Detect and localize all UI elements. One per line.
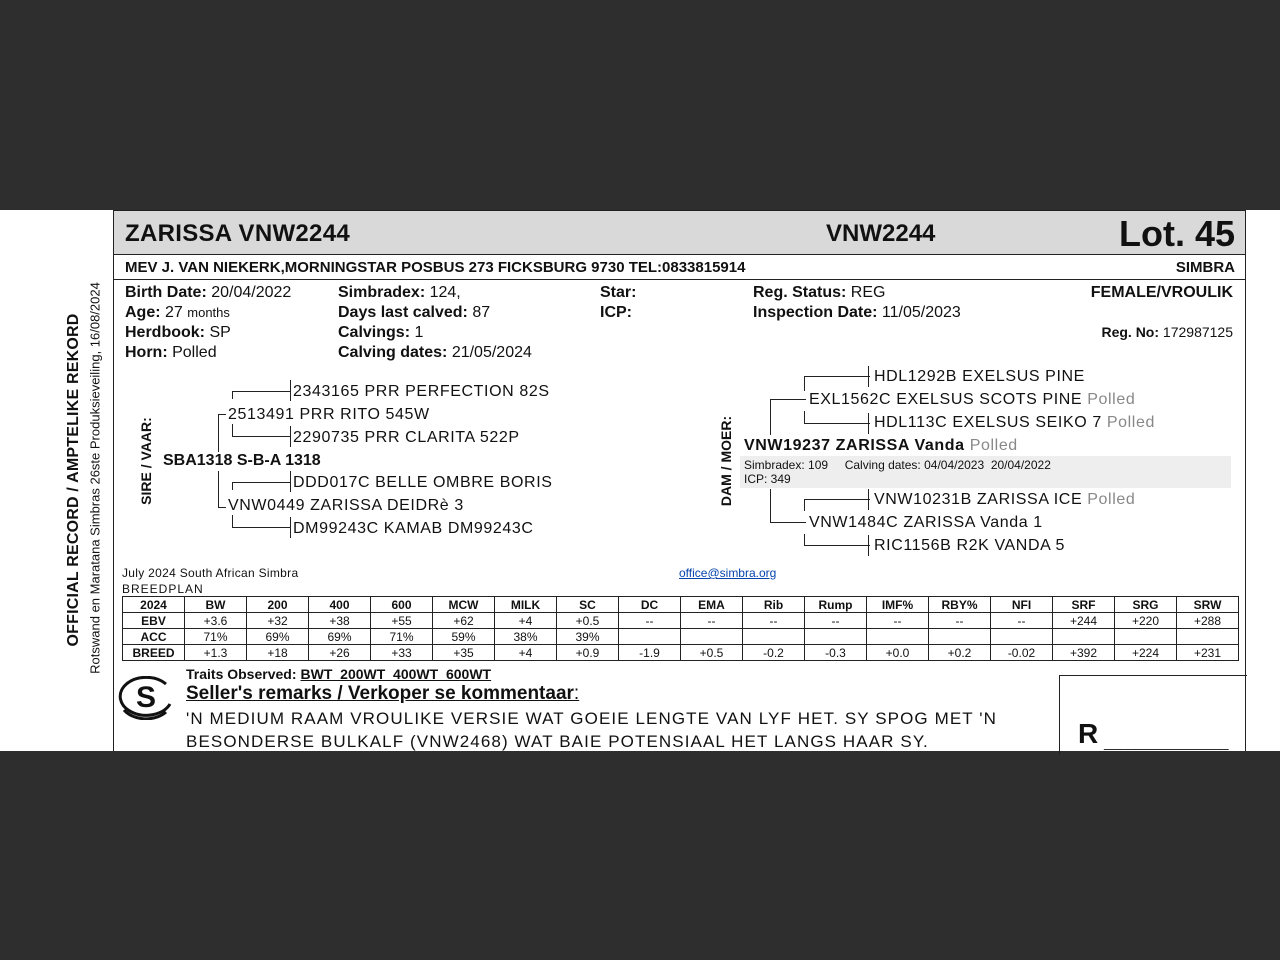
connector: [804, 534, 805, 545]
table-header-row: [123, 597, 1239, 613]
table-cell: 71%: [371, 629, 433, 645]
row-label: EBV: [123, 613, 185, 629]
table-cell: +0.5: [681, 645, 743, 661]
age: Age: 27 months: [125, 304, 230, 321]
svg-text:S: S: [135, 681, 157, 714]
breedplan-source: July 2024 South African Simbra: [122, 566, 299, 580]
table-header-cell: NFI: [991, 597, 1053, 613]
traits-observed: Traits Observed: BWT 200WT 400WT 600WT: [186, 666, 492, 682]
connector: [804, 499, 870, 500]
table-cell: 38%: [495, 629, 557, 645]
sire-sire-sire: 2343165 PRR PERFECTION 82S: [293, 383, 550, 400]
table-cell: +18: [247, 645, 309, 661]
row-label: BREED: [123, 645, 185, 661]
sire-sire-dam: 2290735 PRR CLARITA 522P: [293, 429, 520, 446]
table-header-cell: SRG: [1115, 597, 1177, 613]
table-cell: [681, 629, 743, 645]
connector: [804, 423, 870, 424]
table-cell: +1.3: [185, 645, 247, 661]
icp: ICP:: [600, 304, 632, 321]
table-cell: [1053, 629, 1115, 645]
table-cell: [867, 629, 929, 645]
table-cell: +0.9: [557, 645, 619, 661]
table-header-cell: SRW: [1177, 597, 1239, 613]
table-cell: +0.2: [929, 645, 991, 661]
email-link[interactable]: office@simbra.org: [679, 566, 777, 580]
connector: [232, 391, 233, 399]
calving-dates: Calving dates: 21/05/2024: [338, 344, 532, 361]
reg-status: Reg. Status: REG: [753, 284, 886, 301]
connector: [868, 413, 869, 434]
connector: [290, 380, 291, 401]
connector: [232, 527, 290, 528]
connector: [232, 391, 290, 392]
table-cell: --: [805, 613, 867, 629]
table-cell: --: [991, 613, 1053, 629]
connector: [218, 471, 219, 508]
herdbook: Herdbook: SP: [125, 324, 231, 341]
simbra-logo-icon: [116, 676, 176, 720]
price-blank[interactable]: ________________: [1104, 734, 1229, 750]
table-cell: -0.2: [743, 645, 805, 661]
table-header-cell: SC: [557, 597, 619, 613]
table-header-cell: EMA: [681, 597, 743, 613]
connector: [290, 426, 291, 447]
table-cell: +0.5: [557, 613, 619, 629]
table-header-cell: BW: [185, 597, 247, 613]
table-cell: [619, 629, 681, 645]
days-last-calved: Days last calved: 87: [338, 304, 491, 321]
table-header-cell: SRF: [1053, 597, 1115, 613]
sale-name-label: Rotswand en Maratana Simbras 26ste Produksieveiling, 16/08/2024: [87, 282, 103, 674]
table-cell: -0.02: [991, 645, 1053, 661]
breed-name: SIMBRA: [1175, 259, 1235, 276]
owner-info: MEV J. VAN NIEKERK,MORNINGSTAR POSBUS 273 FICKSBURG 9730 TEL:0833815914: [125, 259, 746, 276]
official-record-label: OFFICIAL RECORD / AMPTELIKE REKORD: [65, 313, 82, 647]
table-cell: --: [743, 613, 805, 629]
table-row-ebv: [123, 613, 1239, 629]
table-cell: +55: [371, 613, 433, 629]
table-cell: +3.6: [185, 613, 247, 629]
table-header-cell: Rib: [743, 597, 805, 613]
table-cell: +62: [433, 613, 495, 629]
animal-name: ZARISSA VNW2244: [125, 220, 350, 247]
connector: [232, 515, 233, 527]
simbradex: Simbradex: 124,: [338, 284, 461, 301]
dam-dam-dam: RIC1156B R2K VANDA 5: [874, 537, 1066, 554]
table-cell: --: [681, 613, 743, 629]
table-header-cell: 200: [247, 597, 309, 613]
table-cell: +26: [309, 645, 371, 661]
connector: [804, 376, 805, 391]
table-row-acc: [123, 629, 1239, 645]
connector: [770, 489, 771, 523]
dam-info-line-2: ICP: 349: [744, 472, 791, 486]
connector: [804, 499, 805, 511]
table-header-cell: DC: [619, 597, 681, 613]
connector: [232, 482, 290, 483]
connector: [868, 535, 869, 556]
dam-sire: EXL1562C EXELSUS SCOTS PINE Polled: [809, 391, 1136, 408]
inspection-date: Inspection Date: 11/05/2023: [753, 304, 961, 321]
table-header-cell: IMF%: [867, 597, 929, 613]
remarks-text: 'N MEDIUM RAAM VROULIKE VERSIE WAT GOEIE LENGTE VAN LYF HET. SY SPOG MET 'N BESONDERSE BULKALF (VNW2468) WAT BAIE POTENSIAAL HET LANGS HAAR SY.: [186, 709, 998, 751]
table-header-cell: 2024: [123, 597, 185, 613]
sex: FEMALE/VROULIK: [1090, 284, 1233, 301]
title-bar: [114, 211, 1245, 255]
table-cell: 69%: [309, 629, 371, 645]
connector: [232, 482, 233, 490]
table-cell: [929, 629, 991, 645]
table-header-cell: 400: [309, 597, 371, 613]
horn: Horn: Polled: [125, 344, 217, 361]
table-cell: +288: [1177, 613, 1239, 629]
table-cell: +4: [495, 613, 557, 629]
table-row-breed: [123, 645, 1239, 661]
table-cell: +220: [1115, 613, 1177, 629]
table-cell: 71%: [185, 629, 247, 645]
table-cell: -1.9: [619, 645, 681, 661]
table-cell: +231: [1177, 645, 1239, 661]
table-cell: [743, 629, 805, 645]
sire-dam-dam: DM99243C KAMAB DM99243C: [293, 520, 534, 537]
dam-dam-sire: VNW10231B ZARISSA ICE Polled: [874, 491, 1136, 508]
sire: SBA1318 S-B-A 1318: [163, 452, 321, 469]
table-cell: [805, 629, 867, 645]
sire-dam: VNW0449 ZARISSA DEIDRè 3: [228, 497, 464, 514]
table-cell: [1177, 629, 1239, 645]
table-cell: --: [619, 613, 681, 629]
table-cell: 59%: [433, 629, 495, 645]
connector: [290, 471, 291, 492]
connector: [770, 399, 771, 435]
breedplan-label: BREEDPLAN: [122, 582, 204, 596]
connector: [232, 436, 290, 437]
dam-info-line-1: Simbradex: 109 Calving dates: 04/04/2023 20/04/2022: [744, 458, 1051, 472]
sire-sire: 2513491 PRR RITO 545W: [228, 406, 430, 423]
ebv-table: [122, 596, 1239, 661]
sire-dam-sire: DDD017C BELLE OMBRE BORIS: [293, 474, 553, 491]
connector: [218, 414, 226, 415]
dam-info: [740, 456, 1231, 488]
price-currency: R: [1078, 718, 1099, 749]
animal-code: VNW2244: [826, 220, 936, 247]
table-cell: +392: [1053, 645, 1115, 661]
dam-sire-sire: HDL1292B EXELSUS PINE: [874, 368, 1085, 385]
table-cell: -0.3: [805, 645, 867, 661]
dam-dam: VNW1484C ZARISSA Vanda 1: [809, 514, 1043, 531]
table-cell: +4: [495, 645, 557, 661]
table-header-cell: RBY%: [929, 597, 991, 613]
table-cell: +33: [371, 645, 433, 661]
table-cell: 39%: [557, 629, 619, 645]
owner-bar: [114, 255, 1245, 280]
table-cell: +35: [433, 645, 495, 661]
connector: [218, 414, 219, 452]
table-cell: +224: [1115, 645, 1177, 661]
row-label: ACC: [123, 629, 185, 645]
table-header-cell: MILK: [495, 597, 557, 613]
table-header-cell: MCW: [433, 597, 495, 613]
reg-no: Reg. No: 172987125: [1101, 324, 1233, 340]
connector: [770, 399, 806, 400]
table-cell: [1115, 629, 1177, 645]
remarks-heading: Seller's remarks / Verkoper se kommentaar:: [186, 683, 580, 704]
table-cell: +38: [309, 613, 371, 629]
table-cell: +244: [1053, 613, 1115, 629]
connector: [218, 507, 226, 508]
calvings: Calvings: 1: [338, 324, 424, 341]
price-box: [1059, 675, 1247, 755]
star: Star:: [600, 284, 637, 301]
dam: VNW19237 ZARISSA Vanda Polled: [744, 437, 1018, 454]
lot-number: Lot. 45: [1118, 213, 1235, 254]
dam-sire-dam: HDL113C EXELSUS SEIKO 7 Polled: [874, 414, 1155, 431]
birth-date: Birth Date: 20/04/2022: [125, 284, 292, 301]
table-cell: [991, 629, 1053, 645]
dam-label: DAM / MOER:: [718, 415, 734, 507]
table-header-cell: 600: [371, 597, 433, 613]
table-header-cell: Rump: [805, 597, 867, 613]
connector: [770, 522, 806, 523]
connector: [290, 517, 291, 538]
sire-label: SIRE / VAAR:: [138, 417, 154, 505]
connector: [804, 411, 805, 423]
connector: [868, 489, 869, 510]
table-cell: 69%: [247, 629, 309, 645]
table-cell: +32: [247, 613, 309, 629]
connector: [804, 545, 870, 546]
table-cell: --: [929, 613, 991, 629]
table-cell: +0.0: [867, 645, 929, 661]
connector: [868, 366, 869, 387]
connector: [804, 376, 870, 377]
lot-card: [113, 210, 1246, 751]
table-cell: --: [867, 613, 929, 629]
connector: [232, 424, 233, 436]
